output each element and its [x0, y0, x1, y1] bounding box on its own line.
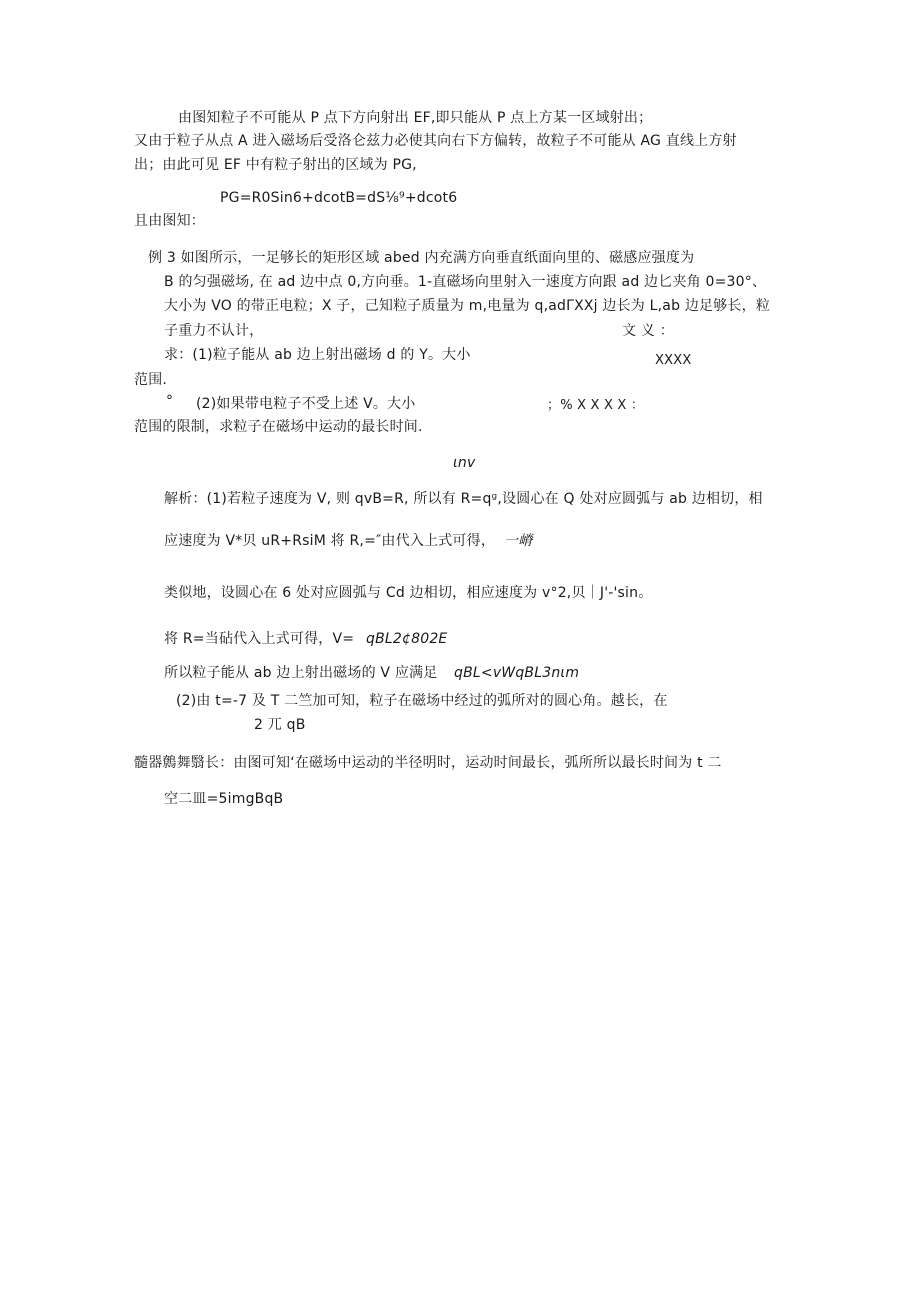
- solution-line-9: 空二皿=5imgBqB: [164, 791, 284, 807]
- solution-line-5-formula: qBL<vWqBL3nιm: [454, 665, 580, 681]
- question-2: (2)如果带电粒子不受上述 V。大小: [196, 396, 416, 412]
- text-line-4: 且由图知：: [134, 213, 205, 229]
- text-line-range: 范围.: [134, 372, 168, 388]
- solution-line-3: 类似地，设圆心在 6 处对应圆弧与 Cd 边相切，相应速度为 v°2,贝｜J'-'sin。: [164, 585, 653, 601]
- example-3-line-1: 例 3 如图所示，一足够长的矩形区域 abed 内充满方向垂直纸面向里的、磁感应强度为: [148, 250, 695, 266]
- text-line-2: 又由于粒子从点 A 进入磁场后受洛仑兹力必使其向右下方偏转，故粒子不可能从 AG 直线上方射: [134, 133, 737, 149]
- solution-line-6: (2)由 t=-7 及 T 二竺加可知，粒子在磁场中经过的弧所对的圆心角。越长，在: [176, 693, 668, 709]
- solution-line-8: 髓器鷯舞翳长：由图可知‘在磁场中运动的半径明时，运动时间最长，弧所所以最长时间为 t 二: [134, 755, 722, 771]
- formula-pg: PG=R0Sin6+dcotB=dS⅛⁹+dcot6: [220, 190, 458, 206]
- solution-line-5: 所以粒子能从 ab 边上射出磁场的 V 应满足: [164, 665, 438, 681]
- solution-line-2-end: 一嵴: [504, 533, 533, 549]
- figure-label-inv: ιnv: [453, 455, 476, 471]
- figure-field-xxxx: XXXX: [655, 353, 692, 368]
- text-line-3: 出；由此可见 EF 中有粒子射出的区域为 PG,: [134, 157, 417, 173]
- question-1: 求：(1)粒子能从 ab 边上射出磁场 d 的 Y。大小: [164, 347, 471, 363]
- solution-line-1: 解析：(1)若粒子速度为 V, 则 qvB=R, 所以有 R=qᶢ,设圆心在 Q 处对应圆弧与 ab 边相切，相: [164, 491, 763, 507]
- example-3-line-2: B 的匀强磁场, 在 ad 边中点 0,方向垂。1-直磁场向里射入一速度方向跟 ad 边匕夹角 0=30°、: [164, 274, 767, 290]
- solution-line-7: 2 兀 qB: [254, 717, 306, 733]
- degree-mark: °: [166, 393, 174, 409]
- figure-label-wenyi: 文 义 ：: [622, 323, 674, 339]
- question-2-cont: 范围的限制，求粒子在磁场中运动的最长时间.: [134, 419, 423, 435]
- example-3-line-3: 大小为 VO 的带正电粒；X 子，己知粒子质量为 m,电量为 q,adΓXXj 边长为 L,ab 边足够长，粒: [164, 298, 771, 314]
- text-line-1: 由图知粒子不可能从 P 点下方向射出 EF,即只能从 P 点上方某一区域射出；: [178, 110, 653, 126]
- solution-line-2: 应速度为 V*贝 uR+RsiM 将 R,=″由代入上式可得，: [164, 533, 496, 549]
- example-3-line-4: 子重力不认计，: [164, 323, 264, 339]
- solution-line-4: 将 R=当砧代入上式可得，V=: [164, 631, 355, 647]
- figure-field-x-row: ；% X X X X ：: [547, 398, 645, 413]
- solution-line-4-formula: qBL2¢802E: [366, 631, 448, 647]
